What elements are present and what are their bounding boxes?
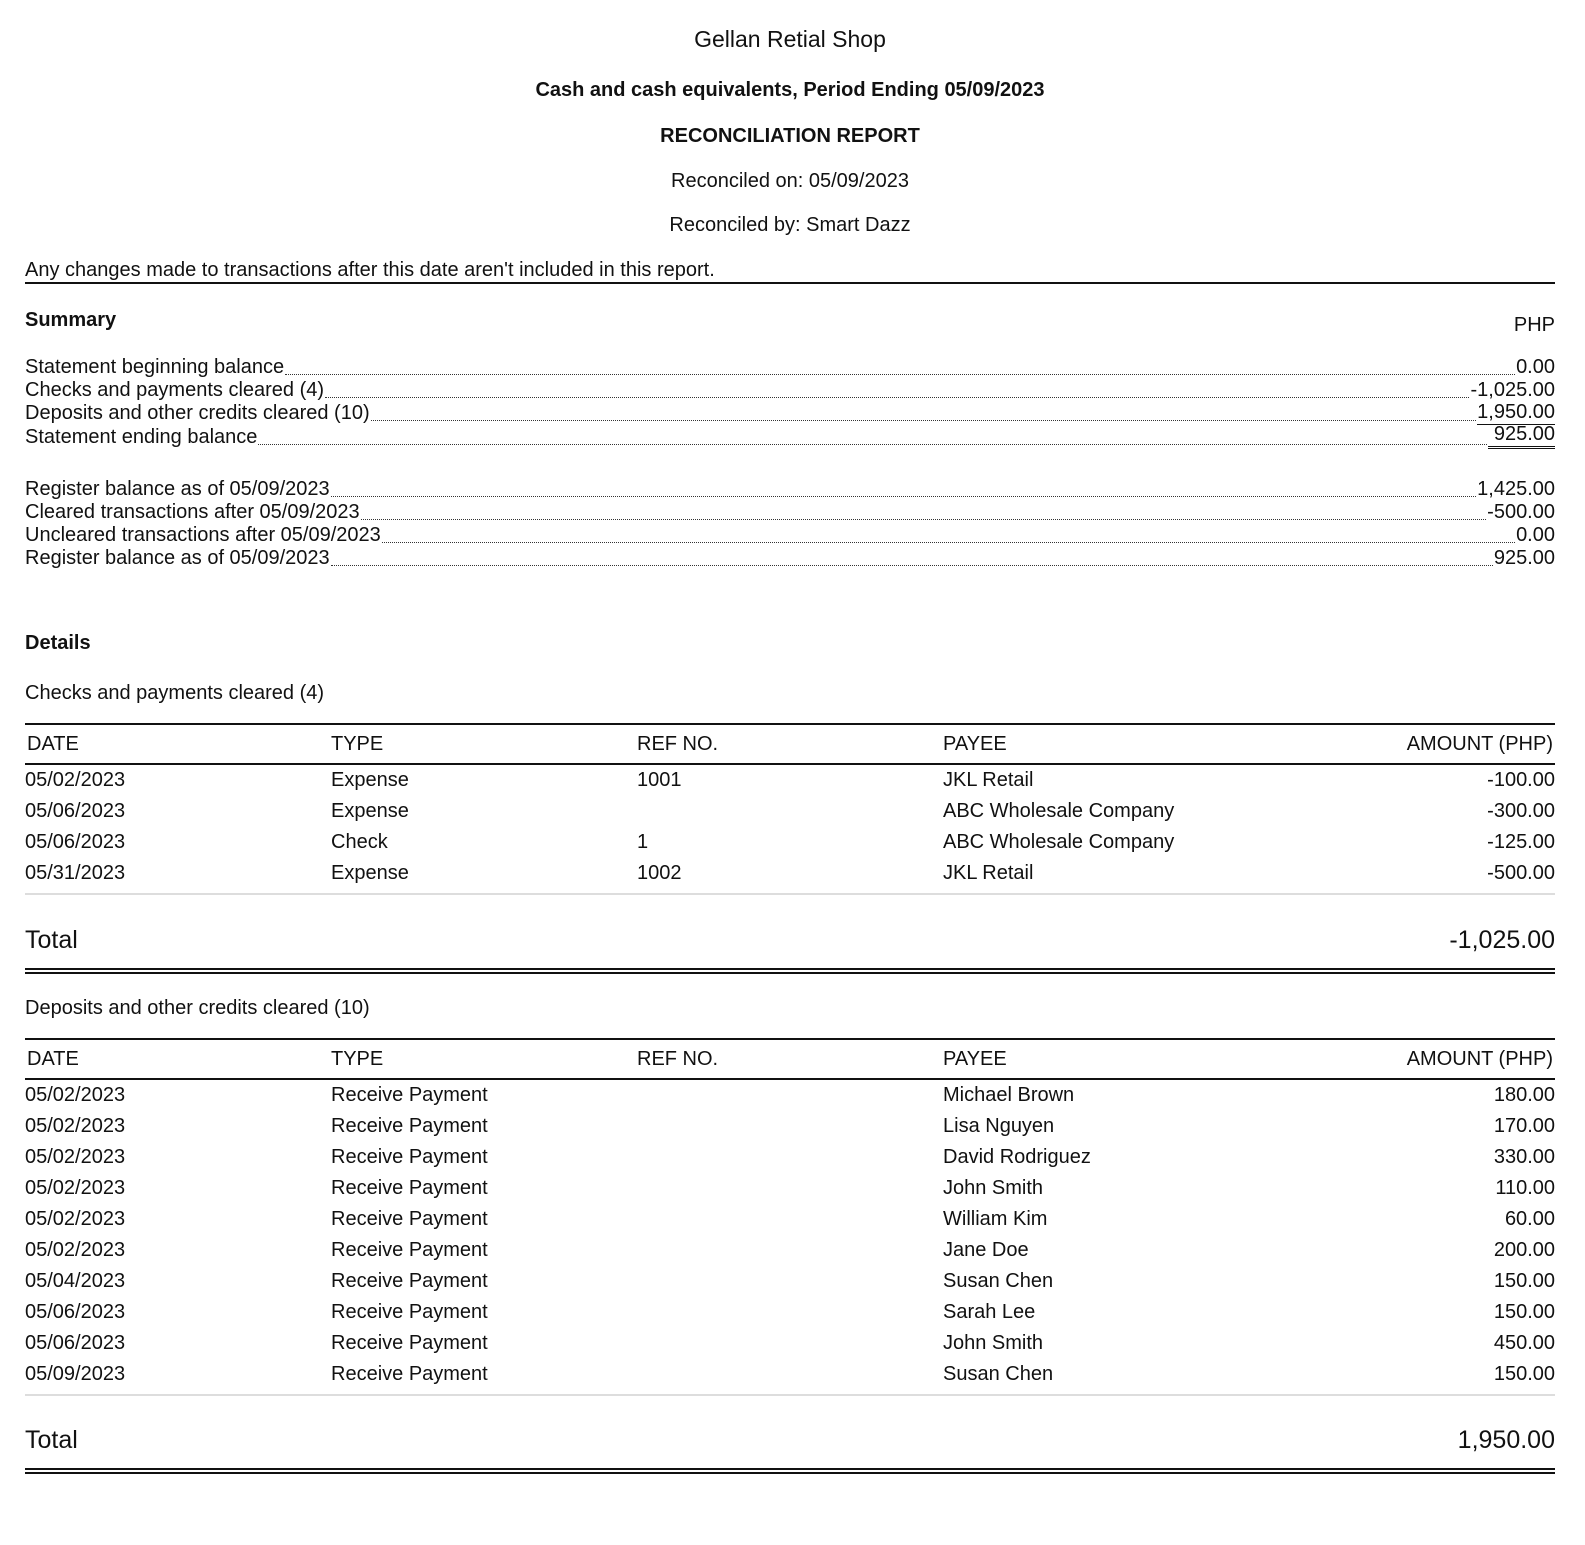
reconciled-by: Reconciled by: Smart Dazz <box>669 214 911 236</box>
col-type-header: TYPE <box>331 1048 384 1070</box>
cell-amount: -500.00 <box>1487 862 1555 884</box>
company-name: Gellan Retial Shop <box>694 26 886 52</box>
deposits-total-row <box>25 1418 1555 1474</box>
table-header <box>25 1038 1555 1080</box>
cell-payee: JKL Retail <box>943 862 1034 884</box>
cell-payee: John Smith <box>943 1177 1044 1199</box>
cell-date: 05/04/2023 <box>25 1270 126 1292</box>
summary-line-total <box>25 423 1555 449</box>
dot-leader <box>371 420 1477 421</box>
cell-type: Receive Payment <box>331 1177 488 1199</box>
cell-ref-no: 1 <box>637 831 649 853</box>
col-type-header: TYPE <box>331 733 384 755</box>
cell-payee: Michael Brown <box>943 1084 1075 1106</box>
cell-payee: John Smith <box>943 1332 1044 1354</box>
col-ref-header: REF NO. <box>637 1048 719 1070</box>
dot-leader <box>382 542 1515 543</box>
disclaimer-text: Any changes made to transactions after this date aren't included in this report. <box>25 259 1555 284</box>
register-line <box>25 524 1555 547</box>
cell-type: Receive Payment <box>331 1363 488 1385</box>
cell-date: 05/06/2023 <box>25 800 126 822</box>
total-value: -1,025.00 <box>1449 926 1555 954</box>
cell-amount: 200.00 <box>1493 1239 1555 1261</box>
cell-payee: Susan Chen <box>943 1270 1054 1292</box>
register-line <box>25 547 1555 570</box>
cell-type: Receive Payment <box>331 1332 488 1354</box>
col-ref-header: REF NO. <box>637 733 719 755</box>
summary-line <box>25 356 1555 379</box>
report-title: RECONCILIATION REPORT <box>660 125 920 147</box>
cell-amount: 60.00 <box>1504 1208 1555 1230</box>
table-row <box>25 827 1555 858</box>
cell-ref-no: 1001 <box>637 769 682 791</box>
register-line-value: -500.00 <box>1487 501 1555 523</box>
register-line-label: Cleared transactions after 05/09/2023 <box>25 501 360 523</box>
register-line <box>25 501 1555 524</box>
cell-amount: 110.00 <box>1495 1177 1555 1199</box>
register-line-label: Uncleared transactions after 05/09/2023 <box>25 524 381 546</box>
deposits-table <box>25 1038 1555 1396</box>
details-heading: Details <box>25 632 91 654</box>
cell-type: Expense <box>331 769 409 791</box>
cell-date: 05/31/2023 <box>25 862 126 884</box>
cell-date: 05/02/2023 <box>25 1208 126 1230</box>
cell-type: Receive Payment <box>331 1146 488 1168</box>
dot-leader <box>258 444 1486 445</box>
checks-table-body <box>25 765 1555 895</box>
total-label: Total <box>25 1426 78 1454</box>
cell-date: 05/02/2023 <box>25 1146 126 1168</box>
table-row <box>25 765 1555 796</box>
col-amount-header: AMOUNT (PHP) <box>1406 1048 1553 1070</box>
cell-amount: 150.00 <box>1493 1270 1555 1292</box>
register-line-label: Register balance as of 05/09/2023 <box>25 547 330 569</box>
cell-type: Receive Payment <box>331 1270 488 1292</box>
register-line-value: 0.00 <box>1516 524 1555 546</box>
cell-payee: Susan Chen <box>943 1363 1054 1385</box>
cell-type: Receive Payment <box>331 1301 488 1323</box>
table-row <box>25 1173 1555 1204</box>
summary-line-value: -1,025.00 <box>1470 379 1555 401</box>
report-subtitle: Cash and cash equivalents, Period Ending 05/09/2023 <box>535 79 1045 101</box>
cell-payee: David Rodriguez <box>943 1146 1091 1168</box>
summary-line <box>25 379 1555 402</box>
cell-amount: 180.00 <box>1493 1084 1555 1106</box>
checks-total-row <box>25 918 1555 974</box>
summary-line-label: Statement beginning balance <box>25 356 285 378</box>
cell-payee: ABC Wholesale Company <box>943 831 1175 853</box>
col-date-header: DATE <box>27 1048 79 1070</box>
col-payee-header: PAYEE <box>943 733 1007 755</box>
table-row <box>25 858 1555 889</box>
dot-leader <box>325 397 1469 398</box>
cell-amount: 330.00 <box>1493 1146 1555 1168</box>
col-amount-header: AMOUNT (PHP) <box>1406 733 1553 755</box>
cell-date: 05/09/2023 <box>25 1363 126 1385</box>
cell-type: Check <box>331 831 388 853</box>
cell-payee: ABC Wholesale Company <box>943 800 1175 822</box>
cell-type: Receive Payment <box>331 1115 488 1137</box>
summary-line-label: Statement ending balance <box>25 426 258 448</box>
table-row <box>25 1235 1555 1266</box>
total-label: Total <box>25 926 78 954</box>
summary-line-value: 925.00 <box>1488 423 1555 449</box>
cell-date: 05/02/2023 <box>25 1084 126 1106</box>
summary-line-label: Deposits and other credits cleared (10) <box>25 402 370 424</box>
currency-label: PHP <box>1513 314 1555 336</box>
col-date-header: DATE <box>27 733 79 755</box>
table-row <box>25 796 1555 827</box>
total-value: 1,950.00 <box>1457 1426 1555 1454</box>
cell-amount: -300.00 <box>1487 800 1555 822</box>
register-line <box>25 478 1555 501</box>
summary-line-value: 0.00 <box>1516 356 1555 378</box>
register-line-value: 925.00 <box>1493 547 1555 569</box>
summary-line <box>25 402 1555 425</box>
cell-type: Expense <box>331 862 409 884</box>
cell-amount: 450.00 <box>1493 1332 1555 1354</box>
table-row <box>25 1297 1555 1328</box>
cell-amount: 170.00 <box>1493 1115 1555 1137</box>
cell-payee: JKL Retail <box>943 769 1034 791</box>
cell-ref-no: 1002 <box>637 862 682 884</box>
col-payee-header: PAYEE <box>943 1048 1007 1070</box>
table-row <box>25 1328 1555 1359</box>
table-row <box>25 1359 1555 1390</box>
table-row <box>25 1266 1555 1297</box>
dot-leader <box>285 374 1515 375</box>
cell-amount: 150.00 <box>1493 1301 1555 1323</box>
cell-date: 05/06/2023 <box>25 1301 126 1323</box>
checks-table <box>25 723 1555 895</box>
cell-date: 05/02/2023 <box>25 1115 126 1137</box>
table-row <box>25 1080 1555 1111</box>
cell-date: 05/02/2023 <box>25 1239 126 1261</box>
cell-payee: Jane Doe <box>943 1239 1029 1261</box>
dot-leader <box>361 519 1486 520</box>
cell-amount: 150.00 <box>1493 1363 1555 1385</box>
dot-leader <box>331 565 1493 566</box>
cell-date: 05/06/2023 <box>25 1332 126 1354</box>
cell-type: Receive Payment <box>331 1084 488 1106</box>
table-row <box>25 1111 1555 1142</box>
dot-leader <box>331 496 1476 497</box>
register-line-label: Register balance as of 05/09/2023 <box>25 478 330 500</box>
checks-section-title: Checks and payments cleared (4) <box>25 682 325 704</box>
summary-line-label: Checks and payments cleared (4) <box>25 379 325 401</box>
cell-type: Expense <box>331 800 409 822</box>
cell-payee: William Kim <box>943 1208 1048 1230</box>
cell-amount: -100.00 <box>1487 769 1555 791</box>
cell-date: 05/06/2023 <box>25 831 126 853</box>
cell-type: Receive Payment <box>331 1239 488 1261</box>
summary-heading: Summary <box>25 309 117 331</box>
table-row <box>25 1204 1555 1235</box>
cell-payee: Sarah Lee <box>943 1301 1036 1323</box>
cell-type: Receive Payment <box>331 1208 488 1230</box>
deposits-table-body <box>25 1080 1555 1396</box>
cell-date: 05/02/2023 <box>25 769 126 791</box>
cell-amount: -125.00 <box>1487 831 1555 853</box>
cell-payee: Lisa Nguyen <box>943 1115 1055 1137</box>
cell-date: 05/02/2023 <box>25 1177 126 1199</box>
table-header <box>25 723 1555 765</box>
reconciled-on: Reconciled on: 05/09/2023 <box>671 170 909 192</box>
table-row <box>25 1142 1555 1173</box>
summary-line-value: 1,950.00 <box>1477 401 1555 423</box>
register-line-value: 1,425.00 <box>1477 478 1555 500</box>
deposits-section-title: Deposits and other credits cleared (10) <box>25 997 370 1019</box>
